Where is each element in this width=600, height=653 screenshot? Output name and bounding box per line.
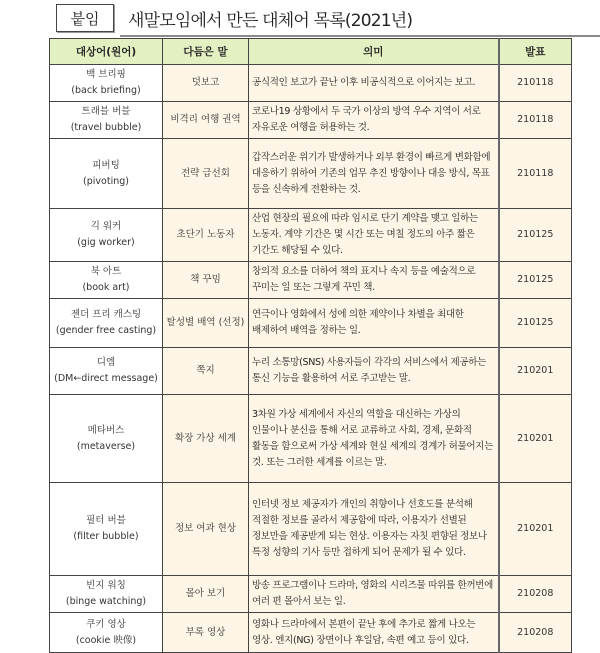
- document-header: [56, 4, 550, 36]
- meaning-cell: 갑작스러운 위기가 발생하거나 외부 환경이 빠르게 변화함에 대응하기 위하여 기존의 업무 추진 방향이나 대응 방식, 목표 등을 신속하게 전환하는 것.: [249, 139, 499, 209]
- term-korean: 빈지 워칭: [86, 580, 126, 591]
- replacement-words-table: [49, 38, 572, 653]
- alternative-cell: 책 꾸밈: [163, 262, 249, 299]
- alternative-cell: 덧보고: [163, 65, 249, 102]
- term-cell: [50, 102, 163, 139]
- page-title: 새말모임에서 만든 대체어 목록(2021년): [128, 11, 413, 31]
- table-row: [50, 395, 572, 483]
- term-cell: [50, 262, 163, 299]
- term-cell: [50, 348, 163, 395]
- term-korean: 백 브리핑: [86, 69, 126, 80]
- term-cell: [50, 299, 163, 348]
- meaning-cell: 산업 현장의 필요에 따라 임시로 단기 계약을 맺고 일하는 노동자. 계약 기간은 몇 시간 또는 며칠 정도의 아주 짧은 기간도 해당될 수 있다.: [249, 209, 499, 262]
- term-korean: 필터 버블: [86, 515, 126, 526]
- alternative-cell: 초단기 노동자: [163, 209, 249, 262]
- meaning-cell: 누리 소통망(SNS) 사용자들이 각각의 서비스에서 제공하는 통신 기능을 활용하여 서로 주고받는 말.: [249, 348, 499, 395]
- attachment-tag: 붙임: [56, 4, 114, 32]
- table-row: [50, 65, 572, 102]
- alternative-cell: 쪽지: [163, 348, 249, 395]
- term-cell: [50, 395, 163, 483]
- meaning-cell: 3차원 가상 세계에서 자신의 역할을 대신하는 가상의 인물이나 분신을 통해 서로 교류하고 사회, 경제, 문화적 활동을 함으로써 가상 세계와 현실 세계의 경계가 허물어지는 것. 또는 그러한 세계를 이르는 말.: [249, 395, 499, 483]
- term-original: (gig worker): [77, 237, 135, 248]
- term-original: (pivoting): [83, 175, 129, 187]
- alternative-cell: 탈성별 배역 (선정): [163, 299, 249, 348]
- table-row: [50, 139, 572, 209]
- meaning-cell: 코로나19 상황에서 두 국가 이상의 방역 우수 지역이 서로 자유로운 여행을 허용하는 것.: [249, 102, 499, 139]
- term-korean: 트래블 버블: [81, 106, 131, 117]
- term-original: (gender free casting): [55, 325, 157, 336]
- table-row: [50, 262, 572, 299]
- term-original: (back briefing): [71, 85, 141, 96]
- term-korean: 쿠키 영상: [86, 618, 126, 630]
- column-header-alternative: 다듬은 말: [163, 39, 249, 65]
- term-cell: [50, 576, 163, 613]
- meaning-cell: 영화나 드라마에서 본편이 끝난 후에 추가로 짧게 나오는 영상. 엔지(NG) 장면이나 후일담, 속편 예고 등이 있다.: [249, 613, 499, 653]
- term-original: (binge watching): [65, 596, 147, 607]
- alternative-cell: 몰아 보기: [163, 576, 249, 613]
- term-original: (travel bubble): [70, 122, 142, 133]
- date-cell: 210125: [499, 209, 572, 262]
- date-cell: 210118: [499, 65, 572, 102]
- date-cell: 210125: [499, 262, 572, 299]
- meaning-cell: 인터넷 정보 제공자가 개인의 취향이나 선호도를 분석해 적절한 정보를 골라서 제공함에 따라, 이용자가 선별된 정보만을 제공받게 되는 현상. 이용자는 자칫 편향된 정보나 특정 성향의 기사 등만 접하게 되어 문제가 될 수 있다.: [249, 483, 499, 576]
- term-original: (DM←direct message): [54, 373, 158, 384]
- term-cell: [50, 613, 163, 653]
- term-korean: 메타버스: [87, 424, 125, 436]
- meaning-cell: 창의적 요소를 더하여 책의 표지나 속지 등을 예술적으로 꾸미는 일 또는 그렇게 꾸민 책.: [249, 262, 499, 299]
- alternative-cell: 부록 영상: [163, 613, 249, 653]
- term-cell: [50, 65, 163, 102]
- column-header-meaning: 의미: [249, 39, 499, 65]
- title-underline: [120, 35, 600, 37]
- alternative-cell: 확장 가상 세계: [163, 395, 249, 483]
- table-row: [50, 483, 572, 576]
- table-row: [50, 576, 572, 613]
- table-row: [50, 209, 572, 262]
- table-row: [50, 299, 572, 348]
- column-header-date: 발표: [499, 39, 572, 65]
- term-korean: 젠더 프리 캐스팅: [70, 309, 142, 320]
- alternative-cell: 비격리 여행 권역: [163, 102, 249, 139]
- date-cell: 210201: [499, 348, 572, 395]
- term-korean: 피버팅: [92, 159, 120, 171]
- term-korean: 긱 워커: [90, 221, 122, 232]
- date-cell: 210208: [499, 576, 572, 613]
- term-korean: 디엠: [96, 357, 116, 368]
- term-cell: [50, 139, 163, 209]
- date-cell: 210201: [499, 395, 572, 483]
- date-cell: 210118: [499, 102, 572, 139]
- table-row: [50, 102, 572, 139]
- column-header-term: 대상어(원어): [50, 39, 163, 65]
- date-cell: 210118: [499, 139, 572, 209]
- alternative-cell: 정보 여과 현상: [163, 483, 249, 576]
- table-row: [50, 348, 572, 395]
- date-cell: 210125: [499, 299, 572, 348]
- meaning-cell: 방송 프로그램이나 드라마, 영화의 시리즈물 따위를 한꺼번에 여러 편 몰아서 보는 일.: [249, 576, 499, 613]
- term-cell: [50, 209, 163, 262]
- term-cell: [50, 483, 163, 576]
- alternative-cell: 전략 급선회: [163, 139, 249, 209]
- date-cell: 210201: [499, 483, 572, 576]
- meaning-cell: 연극이나 영화에서 성에 의한 제약이나 차별을 최대한 배제하여 배역을 정하는 일.: [249, 299, 499, 348]
- meaning-cell: 공식적인 보고가 끝난 이후 비공식적으로 이어지는 보고.: [249, 65, 499, 102]
- table-row: [50, 613, 572, 653]
- term-original: (filter bubble): [73, 531, 139, 542]
- term-original: (cookie 映像): [75, 634, 137, 646]
- table-header-row: [50, 39, 572, 65]
- term-original: (book art): [82, 282, 130, 293]
- term-korean: 북 아트: [90, 266, 122, 277]
- date-cell: 210208: [499, 613, 572, 653]
- term-original: (metaverse): [76, 440, 136, 452]
